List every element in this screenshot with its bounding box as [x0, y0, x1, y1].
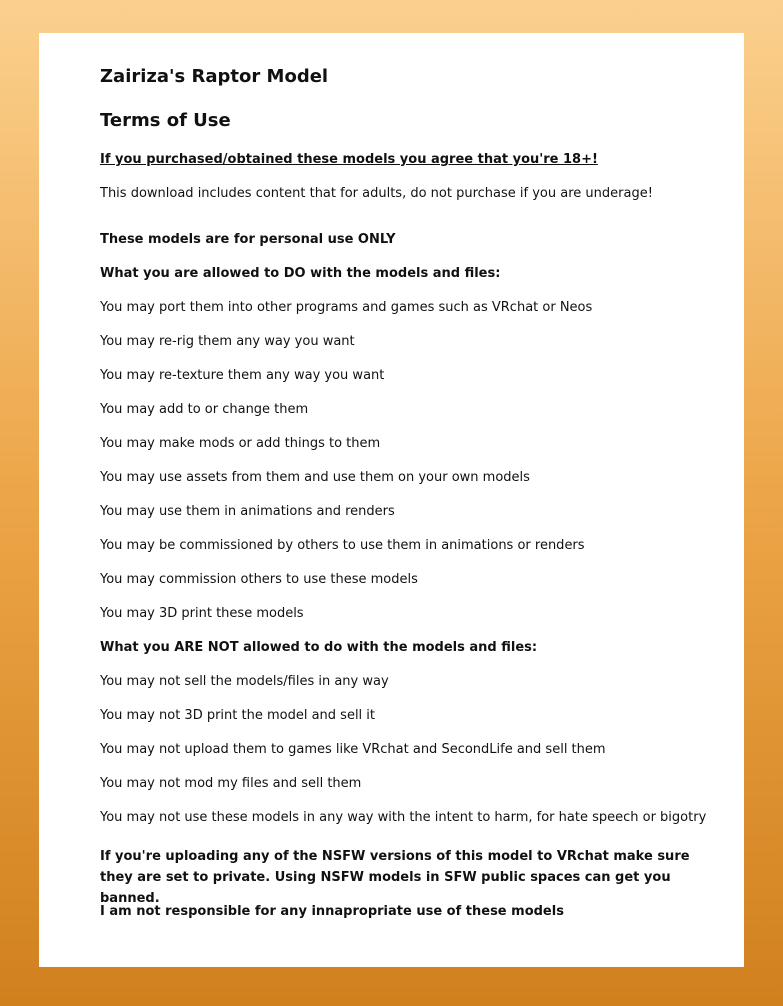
nsfw-notice: If you're uploading any of the NSFW versions of this model to VRchat make sure they are set to private. Using NSFW models in SFW public spaces can get you banned.	[100, 849, 690, 906]
allowed-item: You may be commissioned by others to use them in animations or renders	[100, 538, 585, 553]
allowed-item: You may re-rig them any way you want	[100, 334, 355, 349]
not-allowed-item: You may not upload them to games like VRchat and SecondLife and sell them	[100, 742, 606, 757]
terms-heading: Terms of Use	[100, 110, 231, 131]
personal-use-notice: These models are for personal use ONLY	[100, 232, 396, 247]
disclaimer: I am not responsible for any innapropriate use of these models	[100, 904, 564, 919]
allowed-item: You may 3D print these models	[100, 606, 304, 621]
allowed-item: You may make mods or add things to them	[100, 436, 381, 451]
allowed-item: You may commission others to use these models	[100, 572, 418, 587]
not-allowed-item: You may not 3D print the model and sell it	[100, 708, 376, 723]
allowed-item: You may port them into other programs and games such as VRchat or Neos	[100, 300, 593, 315]
not-allowed-item: You may not mod my files and sell them	[100, 776, 362, 791]
document-page	[39, 33, 744, 967]
allowed-item: You may add to or change them	[100, 402, 309, 417]
allowed-item: You may use assets from them and use them on your own models	[100, 470, 530, 485]
document-title: Zairiza's Raptor Model	[100, 66, 329, 87]
allowed-item: You may use them in animations and renders	[100, 504, 395, 519]
not-allowed-item: You may not sell the models/files in any way	[100, 674, 389, 689]
not-allowed-heading: What you ARE NOT allowed to do with the models and files:	[100, 640, 538, 655]
allowed-heading: What you are allowed to DO with the models and files:	[100, 266, 501, 281]
age-notice: If you purchased/obtained these models you agree that you're 18+!	[100, 152, 598, 167]
not-allowed-item: You may not use these models in any way with the intent to harm, for hate speech or bigotry	[100, 810, 707, 825]
adult-warning: This download includes content that for adults, do not purchase if you are underage!	[100, 186, 653, 201]
allowed-item: You may re-texture them any way you want	[100, 368, 385, 383]
